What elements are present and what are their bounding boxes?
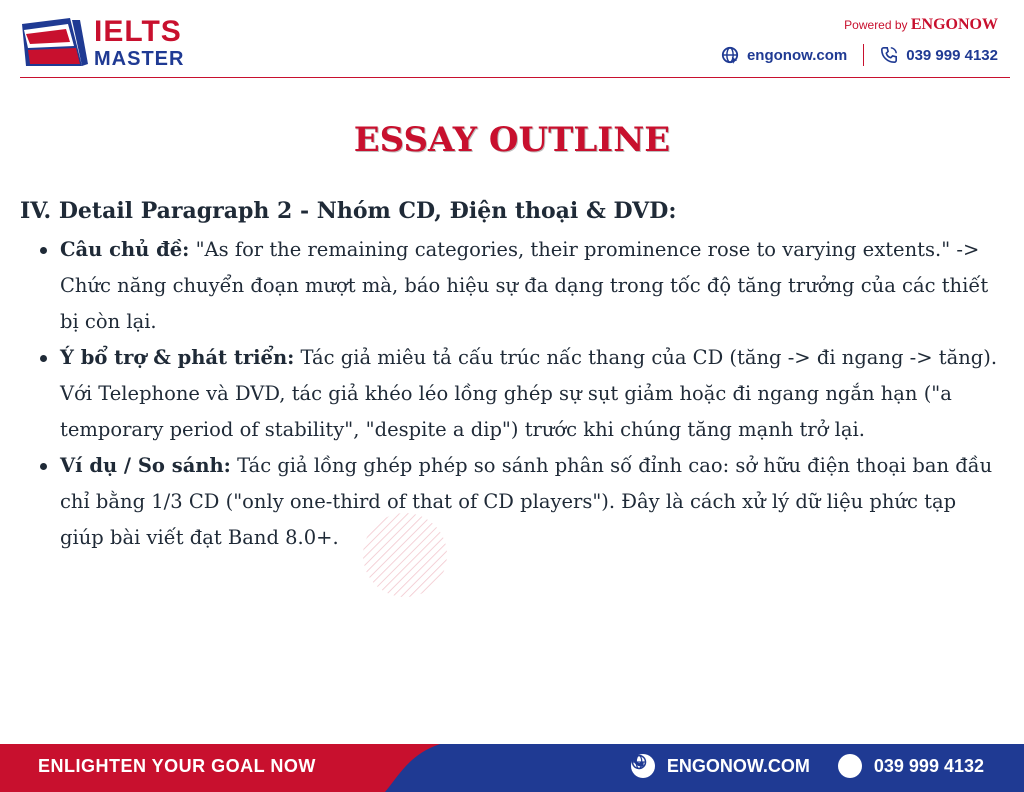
footer-phone-link[interactable] bbox=[838, 754, 984, 778]
bullet-text: "As for the remaining categories, their prominence rose to varying extents." -> Chức năng chuyển đoạn mượt mà, báo hiệu sự đa dạng trong tốc độ tăng trưởng của các thiết bị còn lại. bbox=[60, 238, 989, 333]
page-footer bbox=[0, 744, 1024, 792]
page-title: ESSAY OUTLINE bbox=[353, 120, 671, 160]
powered-by bbox=[844, 16, 998, 34]
globe-icon bbox=[721, 46, 739, 64]
bullet-icon bbox=[40, 247, 47, 254]
outline-bullet-list bbox=[38, 232, 1003, 556]
list-item bbox=[38, 448, 1003, 556]
list-item bbox=[38, 232, 1003, 340]
footer-website-link[interactable] bbox=[631, 754, 810, 778]
footer-phone-text: 039 999 4132 bbox=[873, 755, 984, 776]
logo-text-master: MASTER bbox=[94, 48, 185, 70]
header-phone-link[interactable] bbox=[880, 46, 998, 64]
header-contact bbox=[721, 44, 998, 66]
phone-icon bbox=[880, 46, 898, 64]
powered-by-prefix: Powered by bbox=[844, 18, 911, 32]
logo-flag-icon bbox=[22, 16, 88, 68]
section-heading: IV. Detail Paragraph 2 - Nhóm CD, Điện thoại & DVD: bbox=[20, 198, 677, 224]
header-phone-text: 039 999 4132 bbox=[906, 46, 998, 64]
list-item bbox=[38, 340, 1003, 448]
bullet-icon bbox=[40, 463, 47, 470]
logo-text-ielts: IELTS bbox=[94, 15, 182, 48]
header-divider-line bbox=[20, 77, 1010, 78]
bullet-icon bbox=[40, 355, 47, 362]
phone-icon bbox=[838, 754, 862, 778]
header-website-text: engonow.com bbox=[746, 46, 848, 64]
footer-contact bbox=[631, 754, 984, 778]
engonow-brand: ENGONOW bbox=[910, 16, 998, 33]
header-website-link[interactable] bbox=[721, 46, 847, 64]
bullet-lead: Ý bổ trợ & phát triển: bbox=[60, 346, 295, 369]
bullet-lead: Ví dụ / So sánh: bbox=[60, 454, 231, 477]
footer-website-text: ENGONOW.COM bbox=[666, 755, 810, 776]
bullet-text: Tác giả lồng ghép phép so sánh phân số đỉnh cao: sở hữu điện thoại ban đầu chỉ bằng 1/3 CD ("only one-third of that of CD players"). Đây là cách xử lý dữ liệu phức tạp giúp bài viết đạt Band 8.0+. bbox=[60, 454, 993, 549]
watermark-circle bbox=[360, 510, 450, 600]
footer-slogan: ENLIGHTEN YOUR GOAL NOW bbox=[38, 756, 316, 776]
page-header bbox=[0, 0, 1024, 82]
header-divider bbox=[863, 44, 864, 66]
bullet-lead: Câu chủ đề: bbox=[60, 238, 190, 261]
bullet-text: Tác giả miêu tả cấu trúc nấc thang của CD (tăng -> đi ngang -> tăng). Với Telephone và DVD, tác giả khéo léo lồng ghép sự sụt giảm hoặc đi ngang ngắn hạn ("a temporary period of stability", "despite a dip") trước khi chúng tăng mạnh trở lại. bbox=[60, 346, 998, 441]
ielts-master-logo[interactable] bbox=[22, 14, 192, 70]
